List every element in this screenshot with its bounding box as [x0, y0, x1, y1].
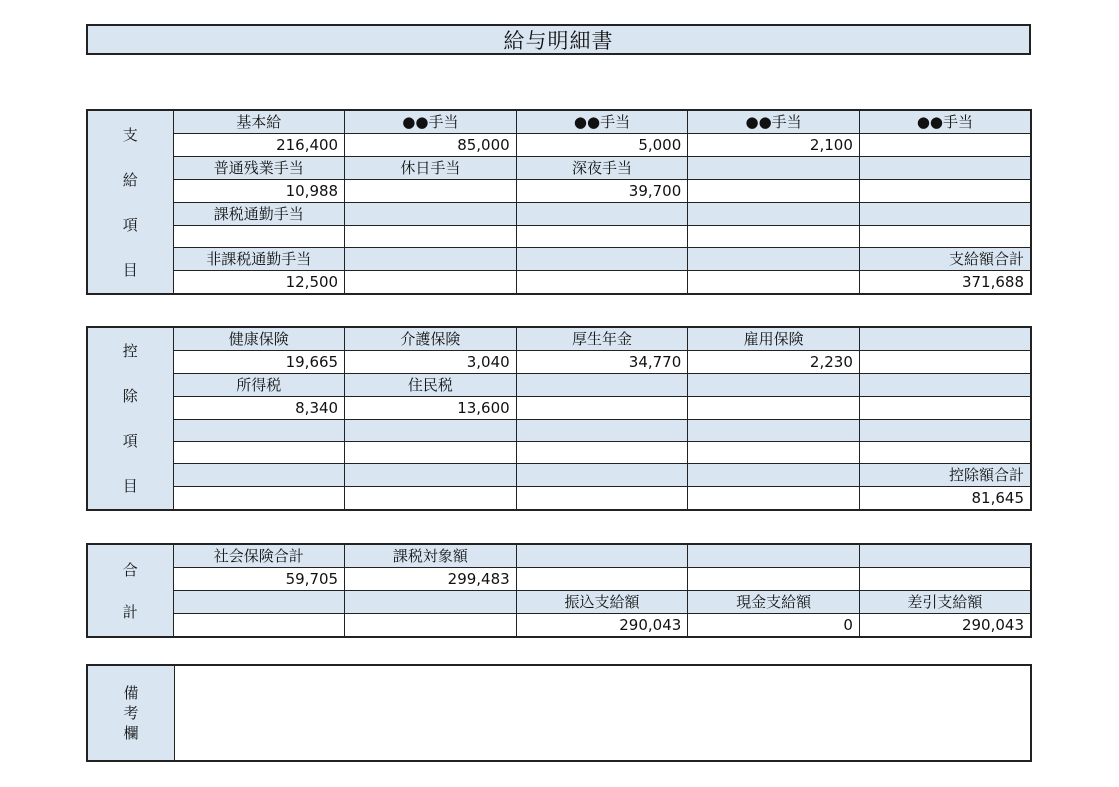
deduction-label	[859, 420, 1031, 442]
totals-label: 振込支給額	[516, 591, 688, 614]
deduction-label	[859, 374, 1031, 397]
deduction-total-label: 控除額合計	[859, 464, 1031, 487]
deduction-label: 所得税	[173, 374, 345, 397]
payment-value: 39,700	[516, 180, 688, 203]
totals-value	[345, 614, 517, 638]
totals-value: 290,043	[516, 614, 688, 638]
payment-value	[859, 226, 1031, 248]
payment-value: 12,500	[173, 271, 345, 295]
payment-value-row	[87, 180, 1031, 203]
totals-label	[173, 591, 345, 614]
payment-label-row	[87, 203, 1031, 226]
deduction-value	[345, 442, 517, 464]
payment-value: 5,000	[516, 134, 688, 157]
payment-label	[688, 157, 860, 180]
totals-value: 290,043	[859, 614, 1031, 638]
payment-label-row	[87, 110, 1031, 134]
deduction-label	[345, 420, 517, 442]
payment-label: 非課税通勤手当	[173, 248, 345, 271]
deduction-label-row	[87, 420, 1031, 442]
deduction-items-table	[86, 326, 1032, 511]
deduction-value	[859, 397, 1031, 420]
remarks-area	[175, 666, 1030, 760]
payment-value-row	[87, 271, 1031, 295]
payment-label: ●●手当	[345, 110, 517, 134]
payment-label: 休日手当	[345, 157, 517, 180]
deduction-label-row	[87, 327, 1031, 351]
payment-value	[345, 226, 517, 248]
totals-value: 59,705	[173, 568, 345, 591]
remarks-box	[86, 664, 1032, 762]
payment-label: 基本給	[173, 110, 345, 134]
payment-label: ●●手当	[859, 110, 1031, 134]
payment-label	[688, 248, 860, 271]
payment-value	[688, 180, 860, 203]
totals-label	[859, 544, 1031, 568]
deduction-label: 厚生年金	[516, 327, 688, 351]
document-title: 給与明細書	[503, 28, 614, 53]
deduction-label-row	[87, 374, 1031, 397]
payment-label: 深夜手当	[516, 157, 688, 180]
totals-value-row	[87, 568, 1031, 591]
payment-value-row	[87, 134, 1031, 157]
deduction-label	[173, 420, 345, 442]
deduction-value	[173, 487, 345, 511]
payment-label: ●●手当	[688, 110, 860, 134]
payment-value	[688, 271, 860, 295]
totals-value	[688, 568, 860, 591]
payment-label-row	[87, 248, 1031, 271]
payment-value	[859, 134, 1031, 157]
payment-total-label: 支給額合計	[859, 248, 1031, 271]
totals-label	[516, 544, 688, 568]
totals-label: 課税対象額	[345, 544, 517, 568]
deduction-value-row	[87, 397, 1031, 420]
totals-label: 現金支給額	[688, 591, 860, 614]
totals-value: 0	[688, 614, 860, 638]
deduction-value-row	[87, 442, 1031, 464]
totals-table	[86, 543, 1032, 638]
deduction-value	[859, 351, 1031, 374]
deduction-value: 3,040	[345, 351, 517, 374]
totals-label: 社会保険合計	[173, 544, 345, 568]
totals-value-row	[87, 614, 1031, 638]
payment-label: 普通残業手当	[173, 157, 345, 180]
deduction-label	[516, 420, 688, 442]
deduction-total-value: 81,645	[859, 487, 1031, 511]
totals-value: 299,483	[345, 568, 517, 591]
deduction-label	[516, 374, 688, 397]
deduction-value	[345, 487, 517, 511]
deduction-value: 13,600	[345, 397, 517, 420]
deduction-value: 19,665	[173, 351, 345, 374]
payment-value-row	[87, 226, 1031, 248]
payment-value: 10,988	[173, 180, 345, 203]
payment-label	[516, 248, 688, 271]
totals-label	[688, 544, 860, 568]
deduction-value: 34,770	[516, 351, 688, 374]
deduction-value-row	[87, 487, 1031, 511]
payment-value	[688, 226, 860, 248]
payment-value	[516, 271, 688, 295]
deduction-value	[516, 442, 688, 464]
payment-label	[516, 203, 688, 226]
deduction-value	[688, 487, 860, 511]
remarks-side-heading: 備 考 欄	[88, 666, 175, 760]
deduction-value: 8,340	[173, 397, 345, 420]
deduction-value	[688, 442, 860, 464]
payment-value	[516, 226, 688, 248]
payment-label	[859, 203, 1031, 226]
payment-value	[345, 180, 517, 203]
deduction-label	[516, 464, 688, 487]
payment-label	[859, 157, 1031, 180]
deduction-value	[859, 442, 1031, 464]
deduction-label	[688, 374, 860, 397]
payment-label: ●●手当	[516, 110, 688, 134]
deduction-label	[688, 464, 860, 487]
totals-value	[516, 568, 688, 591]
payment-side-heading: 支 給 項 目	[87, 110, 173, 294]
document-title-bar	[86, 24, 1031, 55]
deduction-label: 雇用保険	[688, 327, 860, 351]
deduction-label	[688, 420, 860, 442]
deduction-value	[516, 397, 688, 420]
totals-value	[173, 614, 345, 638]
deduction-label: 介護保険	[345, 327, 517, 351]
payment-value	[173, 226, 345, 248]
totals-value	[859, 568, 1031, 591]
payment-label	[345, 203, 517, 226]
payment-label	[688, 203, 860, 226]
payment-value: 2,100	[688, 134, 860, 157]
payment-value: 216,400	[173, 134, 345, 157]
deduction-label: 住民税	[345, 374, 517, 397]
payment-value	[859, 180, 1031, 203]
deduction-label-row	[87, 464, 1031, 487]
deduction-label: 健康保険	[173, 327, 345, 351]
deduction-value: 2,230	[688, 351, 860, 374]
deduction-value-row	[87, 351, 1031, 374]
deduction-label	[345, 464, 517, 487]
payment-label	[345, 248, 517, 271]
deduction-value	[516, 487, 688, 511]
totals-label-row	[87, 591, 1031, 614]
payment-value	[345, 271, 517, 295]
totals-label-row	[87, 544, 1031, 568]
deduction-side-heading: 控 除 項 目	[87, 327, 173, 510]
payment-total-value: 371,688	[859, 271, 1031, 295]
payment-label-row	[87, 157, 1031, 180]
deduction-value	[173, 442, 345, 464]
payment-value: 85,000	[345, 134, 517, 157]
deduction-value	[688, 397, 860, 420]
totals-side-heading: 合 計	[87, 544, 173, 637]
payment-items-table	[86, 109, 1032, 295]
deduction-label	[859, 327, 1031, 351]
deduction-label	[173, 464, 345, 487]
totals-label: 差引支給額	[859, 591, 1031, 614]
payment-label: 課税通勤手当	[173, 203, 345, 226]
totals-label	[345, 591, 517, 614]
